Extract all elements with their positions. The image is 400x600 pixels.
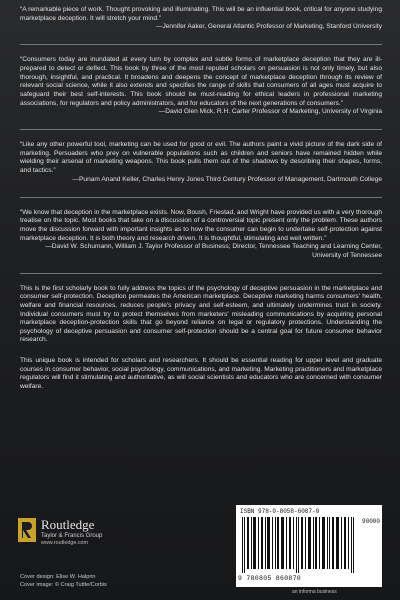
review-quote-2 <box>20 56 382 117</box>
review-quote-1 <box>20 6 382 32</box>
quote-attribution: —David W. Schumann, William J. Taylor Professor of Business; Director, Tennessee Teaching and Learning Center, University of Tennessee <box>45 243 382 260</box>
divider <box>20 129 382 130</box>
barcode-panel <box>236 505 382 587</box>
cover-credits <box>20 574 107 589</box>
quote-attribution: —Punam Anand Keller, Charles Henry Jones Third Century Professor of Management, Dartmouth College <box>72 175 382 183</box>
informa-tagline: an informa business <box>292 589 337 595</box>
publisher-logo <box>18 518 102 547</box>
quote-text: “Consumers today are inundated at every turn by complex and subtle forms of marketplace deception that they are ill-prepared to detect or deflect. This book by three of the most reputed scholars on persuasion is not only timely, but also thorough, insightful, and practical. It broadens and deepens the concept of marketplace deception through its review of relevant social science, while it also extends and specifies the range of skills that consumers of all ages must acquire to safeguard their best self-interests. This book should be must-reading for ethical leaders in professional marketing associations, for regulators and policy administrators, and for educators of the next generations of consumers.” <box>20 56 382 107</box>
isbn-text: ISBN 978-0-8058-6087-0 <box>240 508 320 515</box>
divider <box>20 273 382 274</box>
publisher-text <box>41 518 102 547</box>
divider <box>20 44 382 45</box>
barcode-icon <box>240 517 358 573</box>
cover-text-column <box>20 6 382 403</box>
publisher-url: www.routledge.com <box>41 540 89 546</box>
publisher-name: Routledge <box>41 517 95 532</box>
quote-attribution: —David Glen Mick, R.H. Carter Professor of Marketing, University of Virginia <box>158 108 382 116</box>
description-paragraph: This is the first scholarly book to fully address the topics of the psychology of deceptive persuasion in the marketplace and consumer self-protection. Deception permeates the American marketplace. Deceptive marketing harms consumers' health, welfare and financial resources, reduces people's privacy and self-esteem, and ultimately undermines trust in society. Individual consumers must try to protect themselves from marketers' misleading communications by acquiring personal marketplace deception-protection skills that go beyond reliance on legal or regulatory protections. Understanding the psychology of deceptive persuasion and consumer self-protection should be a central goal for future consumer behavior research. <box>20 284 382 344</box>
price-code: 90000 <box>362 518 381 525</box>
description-paragraph: This unique book is intended for scholars and researchers. It should be essential reading for upper level and graduate courses in consumer behavior, social psychology, communications, and marketing. Marketing practitioners and marketplace regulators will find it stimulating and authoritative, as will social scientists and educators who are concerned with consumer welfare. <box>20 356 382 390</box>
cover-design-credit: Cover design: Elise W. Halprin <box>20 574 96 580</box>
review-quote-4 <box>20 209 382 261</box>
quote-text: “We know that deception in the marketplace exists. Now, Boush, Friestad, and Wright have provided us with a very thorough treatise on the topic. Most books that take on a discussion of a controversial topic present only the problem. These authors move the discussion forward with important insights as to how the consumer can begin to undertake self-protection against marketplace deception. It is both theory and research driven. It is thoughtful, stimulating and well written.” <box>20 208 382 242</box>
divider <box>20 197 382 198</box>
quote-text: “A remarkable piece of work. Thought provoking and illuminating. This will be an influential book, critical for anyone studying marketplace deception. It will stretch your mind.” <box>20 6 382 22</box>
routledge-r-icon <box>18 518 36 542</box>
quote-attribution: —Jennifer Aaker, General Atlantic Professor of Marketing, Stanford University <box>155 23 382 31</box>
review-quote-3 <box>20 141 382 185</box>
ean-digits: 9 780805 860870 <box>238 575 302 582</box>
publisher-group: Taylor & Francis Group <box>41 533 103 539</box>
book-description <box>20 285 382 392</box>
quote-text: “Like any other powerful tool, marketing can be used for good or evil. The authors paint a vivid picture of the dark side of marketing. Persuaders who prey on vulnerable populations such as children and seniors have remained hidden while wielding their arsenal of marketing weapons. This book pulls them out of the shadows by describing their shapes, forms, and tactics.” <box>20 141 382 175</box>
cover-image-credit: Cover image: © Craig Tuttle/Corbis <box>20 581 107 588</box>
